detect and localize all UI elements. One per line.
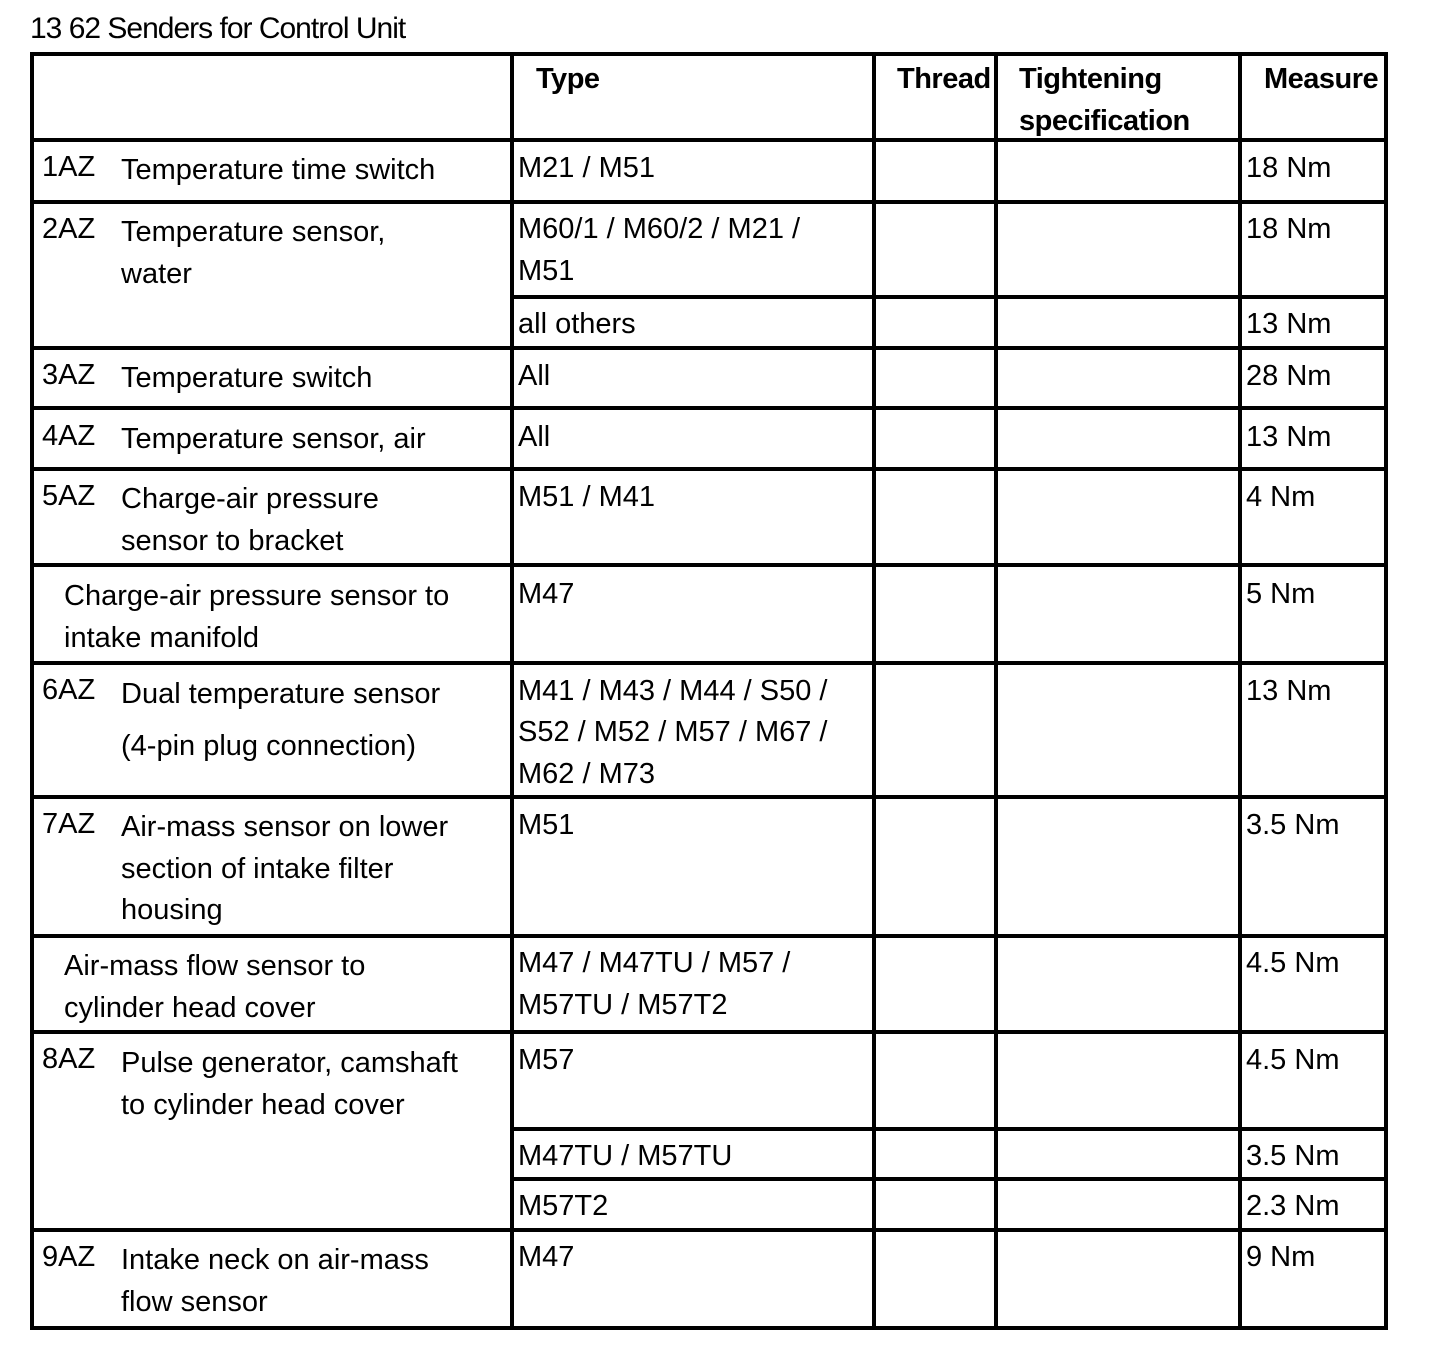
row-description: sensor to bracket — [121, 525, 344, 557]
row-description: water — [121, 258, 192, 290]
row-type: M51 — [518, 809, 575, 841]
row-type: All — [518, 421, 551, 453]
row-divider — [30, 661, 1388, 665]
row-type: M60/1 / M60/2 / M21 / — [518, 213, 801, 245]
row-type: M21 / M51 — [518, 152, 655, 184]
row-type: all others — [518, 308, 636, 340]
subrow-divider — [510, 295, 1388, 299]
row-type: M47 — [518, 1241, 575, 1273]
row-description: section of intake filter — [121, 853, 394, 885]
row-type: M57 — [518, 1044, 575, 1076]
header-tightening: Tightening — [1019, 63, 1162, 95]
row-code: 6AZ — [42, 674, 96, 706]
row-measure: 2.3 Nm — [1246, 1190, 1340, 1222]
row-type: M47 — [518, 578, 575, 610]
row-description: Temperature time switch — [121, 154, 436, 186]
row-measure: 5 Nm — [1246, 578, 1316, 610]
row-code: 2AZ — [42, 213, 96, 245]
row-type: M41 / M43 / M44 / S50 / — [518, 675, 828, 707]
row-measure: 4.5 Nm — [1246, 1044, 1340, 1076]
row-measure: 4.5 Nm — [1246, 947, 1340, 979]
row-description: Temperature switch — [121, 362, 373, 394]
row-measure: 18 Nm — [1246, 152, 1332, 184]
row-measure: 13 Nm — [1246, 421, 1332, 453]
row-measure: 13 Nm — [1246, 675, 1332, 707]
row-code: 1AZ — [42, 151, 96, 183]
row-description: Temperature sensor, — [121, 216, 386, 248]
row-description: Dual temperature sensor — [121, 678, 441, 710]
row-measure: 3.5 Nm — [1246, 1140, 1340, 1172]
subrow-divider — [510, 1127, 1388, 1131]
row-description: flow sensor — [121, 1286, 268, 1318]
row-type: M62 / M73 — [518, 758, 655, 790]
row-type: M47TU / M57TU — [518, 1140, 733, 1172]
row-divider — [30, 346, 1388, 350]
row-code: 7AZ — [42, 808, 96, 840]
header-thread: Thread — [897, 63, 991, 95]
table-border-bottom — [30, 1326, 1388, 1330]
row-divider — [30, 467, 1388, 471]
column-divider — [872, 52, 876, 1330]
row-code: 8AZ — [42, 1043, 96, 1075]
column-divider — [994, 52, 998, 1330]
row-type: M57T2 — [518, 1190, 609, 1222]
row-description: (4-pin plug connection) — [121, 730, 417, 762]
row-description: housing — [121, 894, 223, 926]
row-description: Charge-air pressure sensor to — [64, 580, 450, 612]
column-divider — [1238, 52, 1242, 1330]
row-measure: 4 Nm — [1246, 481, 1316, 513]
row-type: M47 / M47TU / M57 / — [518, 947, 791, 979]
table-border-left — [30, 52, 34, 1330]
row-description: to cylinder head cover — [121, 1089, 405, 1121]
row-measure: 28 Nm — [1246, 360, 1332, 392]
row-measure: 13 Nm — [1246, 308, 1332, 340]
row-description: cylinder head cover — [64, 992, 316, 1024]
column-divider — [510, 52, 514, 1330]
row-measure: 18 Nm — [1246, 213, 1332, 245]
subrow-divider — [510, 1177, 1388, 1181]
row-description: Air-mass sensor on lower — [121, 811, 449, 843]
row-type: M51 / M41 — [518, 481, 655, 513]
row-code: 9AZ — [42, 1241, 96, 1273]
row-divider — [30, 406, 1388, 410]
row-code: 5AZ — [42, 480, 96, 512]
row-code: 4AZ — [42, 420, 96, 452]
row-divider — [30, 934, 1388, 938]
header-measure: Measure — [1264, 63, 1379, 95]
table-border-top — [30, 52, 1388, 56]
row-divider — [30, 200, 1388, 204]
row-description: Intake neck on air-mass — [121, 1244, 429, 1276]
table-border-right — [1384, 52, 1388, 1330]
row-description: Temperature sensor, air — [121, 423, 426, 455]
row-type: All — [518, 360, 551, 392]
row-code: 3AZ — [42, 359, 96, 391]
row-measure: 3.5 Nm — [1246, 809, 1340, 841]
header-specification: specification — [1019, 105, 1190, 137]
row-description: Air-mass flow sensor to — [64, 950, 366, 982]
page-title: 13 62 Senders for Control Unit — [30, 12, 406, 45]
row-type: S52 / M52 / M57 / M67 / — [518, 716, 828, 748]
row-description: Pulse generator, camshaft — [121, 1047, 458, 1079]
row-divider — [30, 795, 1388, 799]
row-measure: 9 Nm — [1246, 1241, 1316, 1273]
row-divider — [30, 1030, 1388, 1034]
row-divider — [30, 563, 1388, 567]
row-type: M57TU / M57T2 — [518, 989, 728, 1021]
row-description: Charge-air pressure — [121, 483, 379, 515]
header-type: Type — [536, 63, 600, 95]
row-divider — [30, 1228, 1388, 1232]
row-type: M51 — [518, 255, 575, 287]
row-description: intake manifold — [64, 622, 260, 654]
